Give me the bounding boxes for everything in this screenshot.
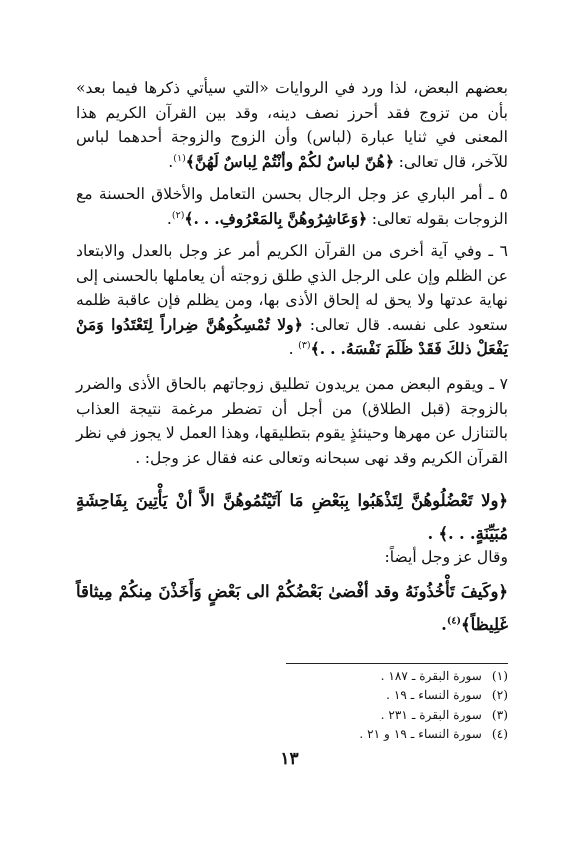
paragraph-text <box>76 76 508 174</box>
paragraph-tail: . <box>288 340 299 359</box>
paragraph-point-5 <box>76 182 508 231</box>
quran-quote: ﴿ولا تُمْسِكُوهُنَّ ضِراراً لِتَعْتَدُوا وَمَنْ يَفْعَلْ ذلكَ فَقَدْ ظَلَمَ نَفْسَهُ. . .﴾ <box>76 314 508 359</box>
paragraph-marriage-garment <box>76 76 508 174</box>
footnote-text: سورة البقرة ـ ٢٣١ . <box>380 707 482 722</box>
footnote-ref: (٢) <box>171 209 185 221</box>
quran-tail: . <box>441 615 447 634</box>
paragraph-body: ٦ ـ وفي آية أخرى من القرآن الكريم أمر عز وجل بالعدل والابتعاد عن الظلم وإن على الرجل الذي طلق زوجته أن يعاملها بالحسنى إلى نهاية عدتها ولا يحق له إلحاق الأذى بها، ومن يظلم فإن عاقبة ظلمه ستعود على نفسه. قال تعالى: <box>76 242 508 334</box>
footnote-item <box>258 725 508 744</box>
quran-quote: ﴿وَعَاشِرُوهُنَّ بِالمَعْرُوفِ. . .﴾ <box>184 208 368 228</box>
quran-verse <box>76 575 508 641</box>
footnote-text: سورة البقرة ـ ١٨٧ . <box>380 669 482 683</box>
footnote-ref: (٣) <box>298 340 311 352</box>
footnote-item <box>258 706 508 725</box>
paragraph-text <box>76 182 508 231</box>
paragraph-point-6 <box>76 239 508 362</box>
intro-line: وقال عز وجل أيضاً: <box>384 548 508 566</box>
footnote-text: سورة النساء ـ ١٩ . <box>386 688 482 703</box>
footnote-text: سورة النساء ـ ١٩ و ٢١ . <box>359 727 482 742</box>
quran-quote: ﴿وكَيفَ تَأْخُذُونَهُ وقد أفْضىٰ بَعْضُكُمْ الى بَعْضٍ وَأَخَذْنَ مِنكُمْ مِيثاقاً غَلِيظاً﴾ <box>76 582 508 634</box>
intro-line-block <box>76 545 508 570</box>
quran-block-2 <box>76 575 508 641</box>
footnote-number: (٢) <box>491 688 508 703</box>
paragraph-text: ٧ ـ ويقوم البعض ممن يريدون تطليق زوجاتهم بالحاق الأذى والضرر بالزوجة (قبل الطلاق) من أجل أن تضطر مرغمة نتيجة العذاب بالتنازل عن مهرها وحينئذٍ يقوم بتطليقها، وهذا العمل لا يجوز في نظر القرآن الكريم وقد نهى سبحانه وتعالى عنه فقال عز وجل: . <box>76 375 508 467</box>
footnote-item <box>258 686 508 705</box>
quran-block-1 <box>76 484 508 550</box>
footnote-number: (١) <box>491 669 508 683</box>
paragraph-tail: . <box>168 152 174 171</box>
footnote-ref: (٤) <box>446 615 461 627</box>
footnote-ref: (١) <box>173 152 186 164</box>
footnotes <box>258 667 508 745</box>
quran-verse: ﴿ولا تَعْضُلُوهُنَّ لِتَذْهَبُوا بِبَعْضِ مَا آتَيْتُمُوهُنَّ الاَّ أنْ يَأْتِينَ بِفَاحِشَةٍ مُبَيِّنَةٍ. . .﴾ . <box>76 491 508 543</box>
paragraph-body: بعضهم البعض، لذا ورد في الروايات «التي سيأتي ذكرها فيما بعد» بأن من تزوج فقد أحرز نصف دينه، وقد بين القرآن الكريم هذا المعنى في ثنايا عبارة (لباس) وأن الزوج والزوجة أحدهما لباس للآخر، قال تعالى: <box>76 79 508 171</box>
footnote-number: (٤) <box>491 727 508 742</box>
quran-quote: ﴿هُنّ لباسٌ لكُمْ وأنْتُمْ لِباسٌ لَهُنَّ﴾ <box>185 151 395 171</box>
footnote-item <box>258 667 508 686</box>
footnote-separator <box>286 663 508 664</box>
paragraph-point-7 <box>76 372 508 470</box>
paragraph-tail: . <box>166 209 172 228</box>
paragraph-body: ٥ ـ أمر الباري عز وجل الرجال بحسن التعامل والأخلاق الحسنة مع الزوجات بقوله تعالى: <box>76 185 508 228</box>
footnote-number: (٣) <box>491 707 508 722</box>
paragraph-text <box>76 239 508 362</box>
page-number: ١٣ <box>280 749 299 769</box>
